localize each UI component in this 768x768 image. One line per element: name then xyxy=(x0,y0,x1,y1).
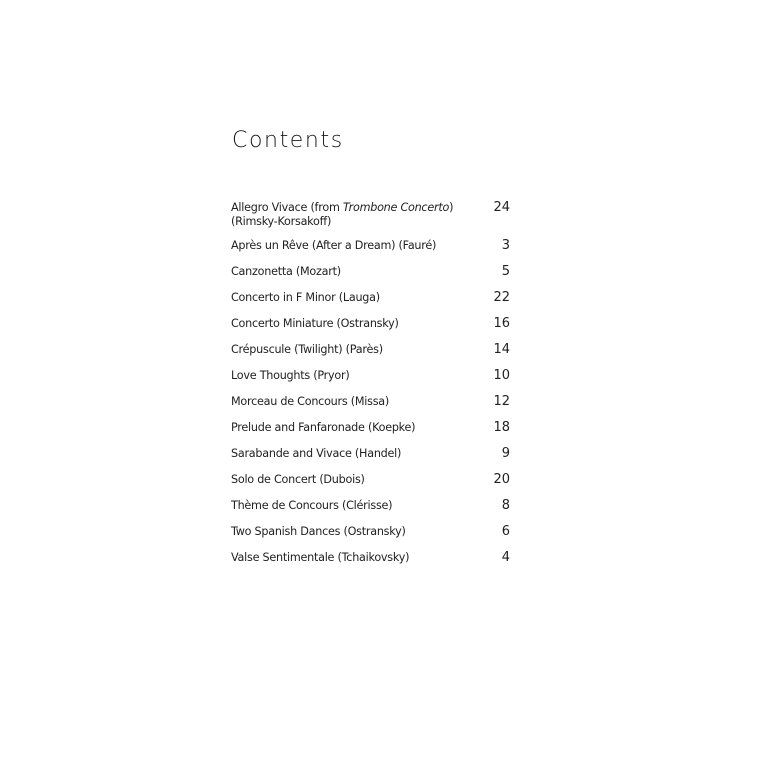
toc-page-number: 24 xyxy=(493,200,510,215)
toc-entry xyxy=(231,201,510,229)
toc-entry-line-2: (Rimsky-Korsakoff) xyxy=(231,215,332,228)
toc-entry xyxy=(231,473,510,487)
toc-entry xyxy=(231,525,510,539)
toc-entry xyxy=(231,369,510,383)
toc-entry xyxy=(231,421,510,435)
toc-entry-title xyxy=(231,201,486,229)
toc-entry xyxy=(231,317,510,331)
toc-page-number: 14 xyxy=(493,342,510,357)
toc-entry xyxy=(231,343,510,357)
toc-page-number: 6 xyxy=(501,524,510,539)
toc-entry-text: Allegro Vivace (from xyxy=(231,201,343,214)
toc-page-number: 22 xyxy=(493,290,510,305)
page-title: Contents xyxy=(232,128,344,153)
toc-entry-italic-text: Trombone Concerto xyxy=(342,201,450,214)
table-of-contents xyxy=(231,201,510,565)
toc-entry-title: Concerto in F Minor (Lauga) xyxy=(231,291,380,304)
toc-page-number: 5 xyxy=(501,264,510,279)
toc-page-number: 12 xyxy=(493,394,510,409)
toc-entry-title: Crépuscule (Twilight) (Parès) xyxy=(231,343,383,356)
toc-page-number: 10 xyxy=(493,368,510,383)
toc-entry-title: Love Thoughts (Pryor) xyxy=(231,369,350,382)
toc-entry-title: Valse Sentimentale (Tchaikovsky) xyxy=(231,551,410,564)
toc-entry-title: Prelude and Fanfaronade (Koepke) xyxy=(231,421,416,434)
toc-page-number: 18 xyxy=(493,420,510,435)
toc-entry xyxy=(231,447,510,461)
toc-entry-title: Solo de Concert (Dubois) xyxy=(231,473,365,486)
toc-entry-title: Morceau de Concours (Missa) xyxy=(231,395,389,408)
toc-page-number: 3 xyxy=(501,238,510,253)
toc-entry xyxy=(231,239,510,253)
toc-entry-title: Sarabande and Vivace (Handel) xyxy=(231,447,402,460)
toc-page-number: 9 xyxy=(501,446,510,461)
toc-page-number: 4 xyxy=(501,550,510,565)
toc-entry-title: Concerto Miniature (Ostransky) xyxy=(231,317,399,330)
toc-entry xyxy=(231,499,510,513)
toc-entry-title: Two Spanish Dances (Ostransky) xyxy=(231,525,406,538)
toc-entry-text-end: ) xyxy=(449,201,454,214)
toc-page-number: 16 xyxy=(493,316,510,331)
toc-entry-line-1 xyxy=(231,201,474,215)
toc-entry-title: Thème de Concours (Clérisse) xyxy=(231,499,393,512)
toc-entry xyxy=(231,291,510,305)
toc-page-number: 20 xyxy=(493,472,510,487)
toc-entry-title: Canzonetta (Mozart) xyxy=(231,265,341,278)
toc-entry xyxy=(231,551,510,565)
toc-entry xyxy=(231,395,510,409)
toc-page-number: 8 xyxy=(501,498,510,513)
toc-entry-title: Après un Rêve (After a Dream) (Fauré) xyxy=(231,239,437,252)
toc-entry xyxy=(231,265,510,279)
